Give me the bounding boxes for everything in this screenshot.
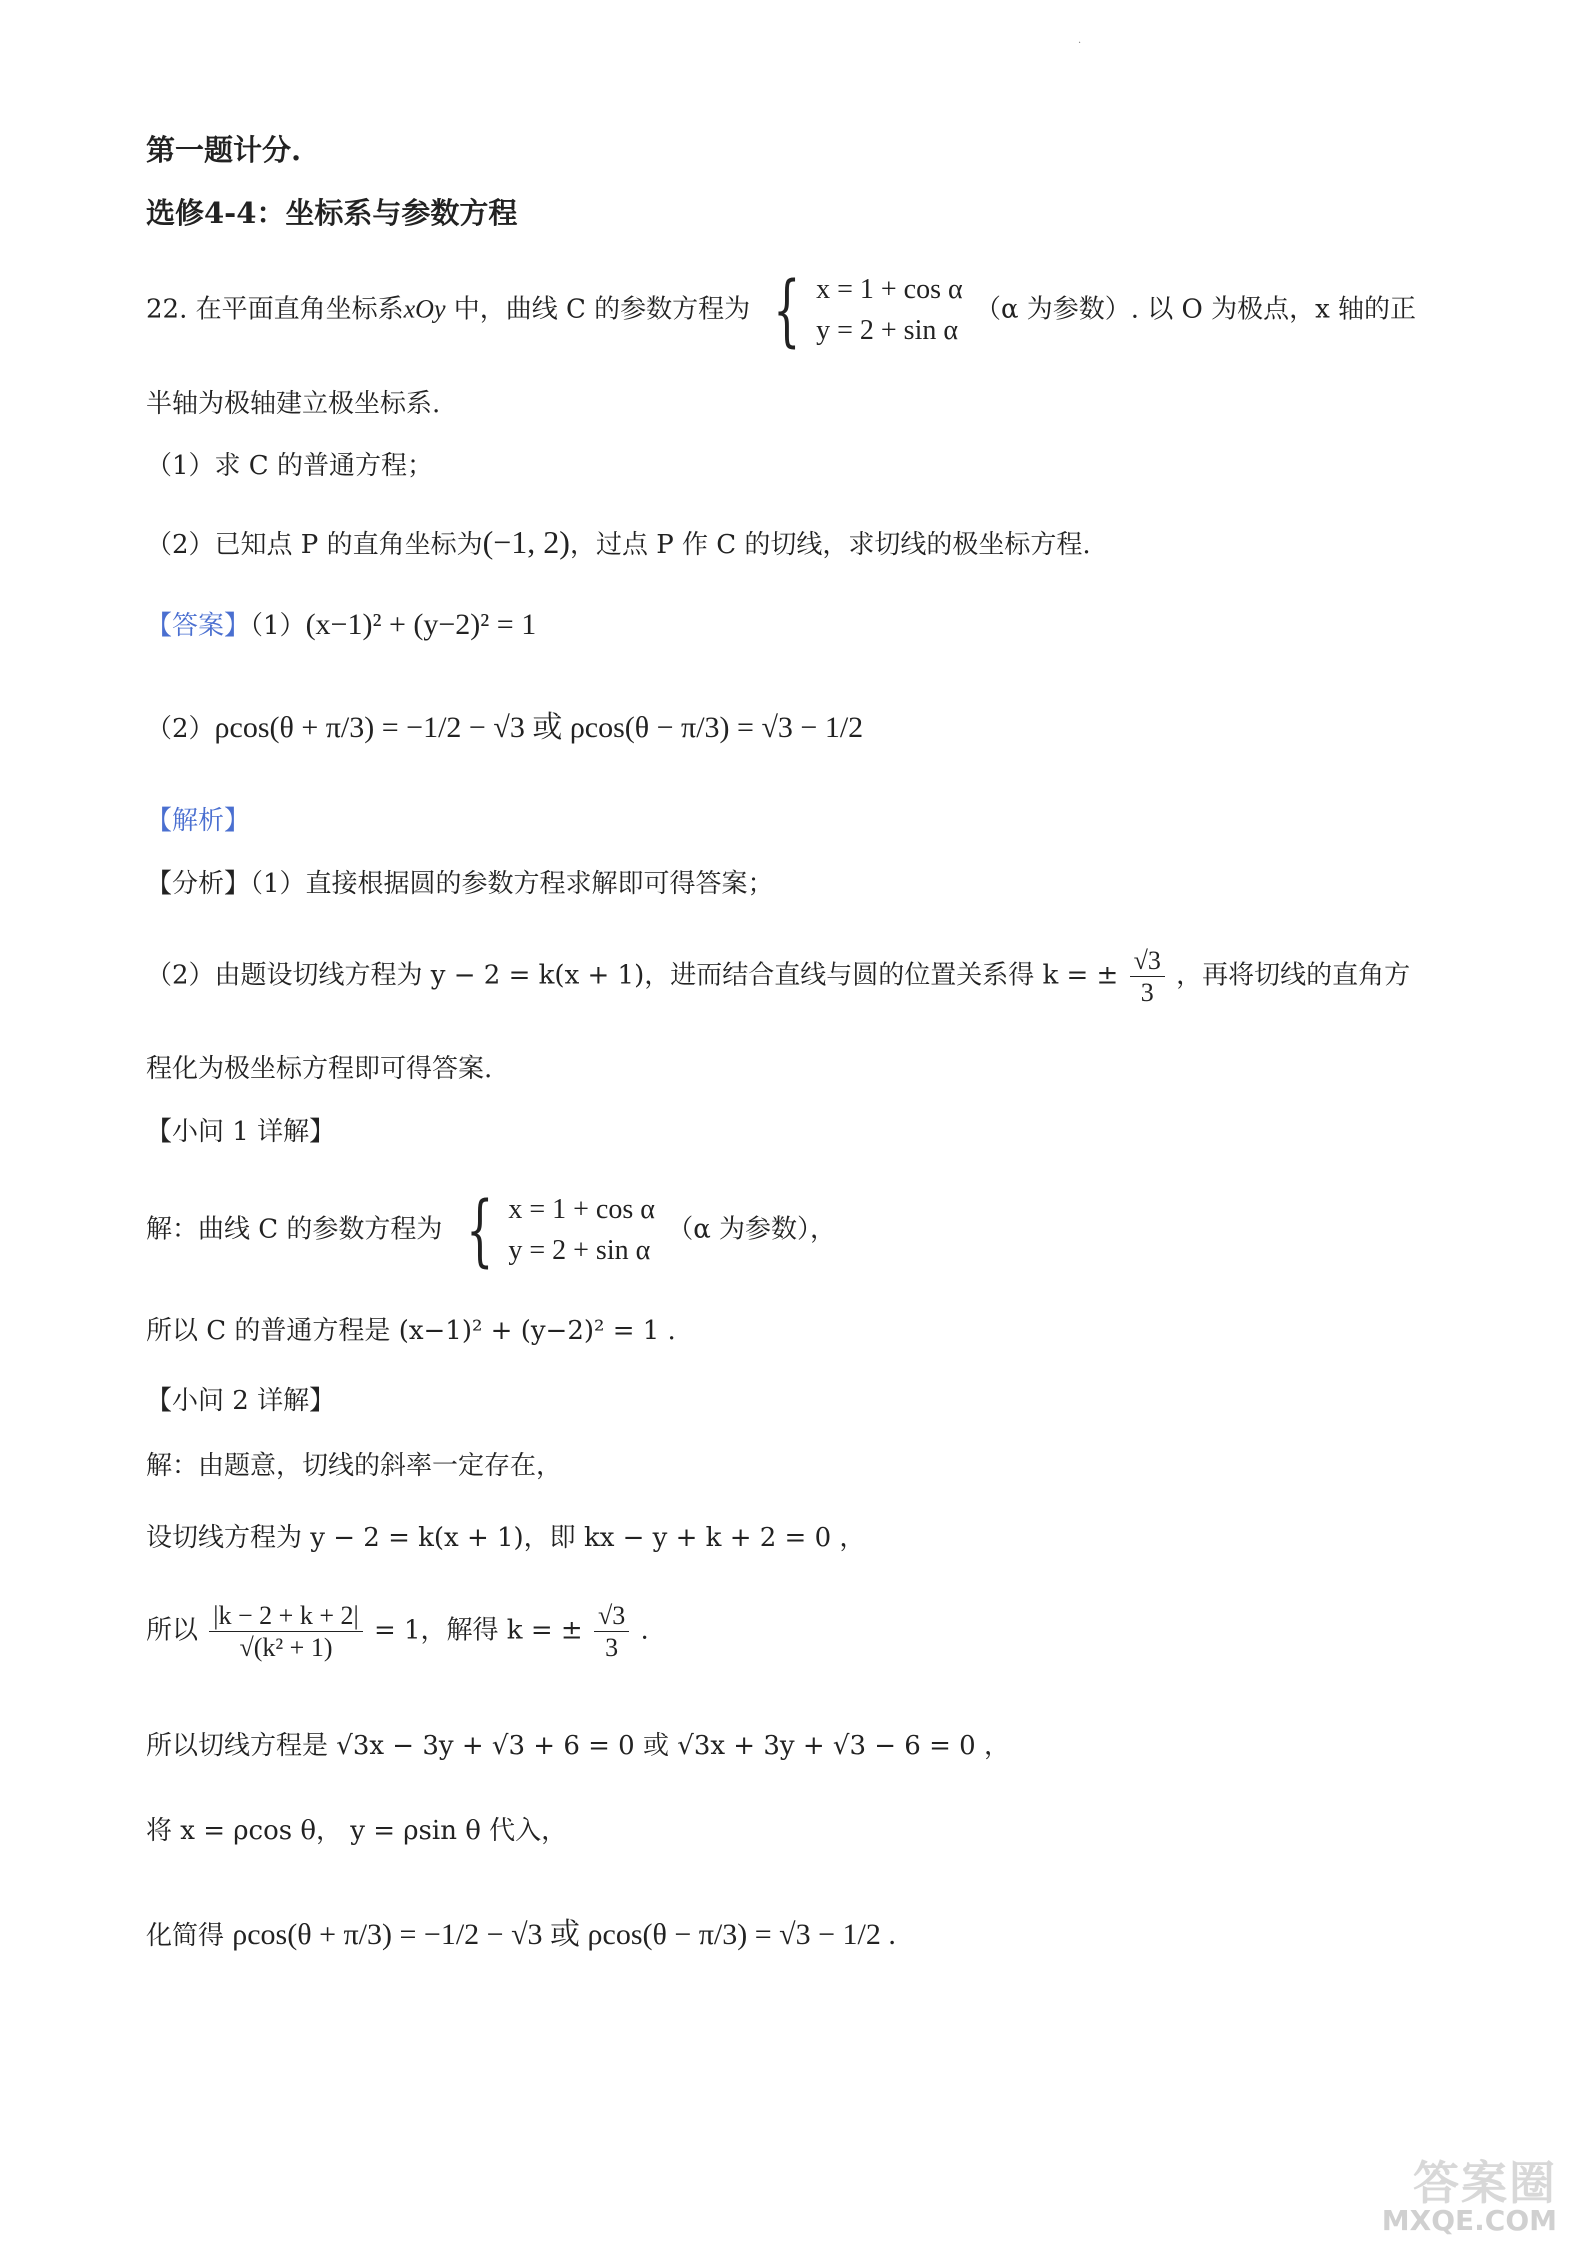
analysis-fx2-b: ，再将切线的直角方 (1176, 960, 1411, 991)
answer-1-label: （1） (250, 611, 306, 641)
brace-icon: { (773, 265, 801, 356)
analysis-2-line2: 程化为极坐标方程即可得答案. (146, 1054, 493, 1084)
watermark-logo: 答案圈 (1413, 2156, 1557, 2210)
q22-end: （α 为参数）. 以 O 为极点，x 轴的正 (974, 294, 1417, 325)
param-y: y = 2 + sin α (816, 314, 959, 346)
q22-line2: 半轴为极轴建立极坐标系. (146, 389, 441, 419)
detail-1-step-1 (146, 1185, 837, 1276)
part-1: （1）求 C 的普通方程； (146, 451, 433, 481)
param-x: x = 1 + cos α (816, 274, 963, 305)
detail-2-step-6 (146, 1915, 896, 1954)
fraction-sqrt3-over-3 (594, 1600, 629, 1663)
analysis-fx1: （1）直接根据圆的参数方程求解即可得答案； (250, 869, 774, 899)
detail2-s6-a: 化简得 (146, 1921, 233, 1951)
answer-2-label: （2） (146, 714, 215, 744)
q22-start: 22. 在平面直角坐标系 (146, 294, 404, 325)
frac-den: √(k² + 1) (239, 1633, 333, 1663)
frac-den: 3 (1140, 978, 1154, 1008)
detail2-s3-b: = 1，解得 k = ± (373, 1615, 583, 1646)
part2-text-a: （2）已知点 P 的直角坐标为 (146, 530, 483, 560)
detail-2-step-5: 将 x = ρcos θ， y = ρsin θ 代入， (146, 1816, 568, 1846)
frac-num: √3 (1130, 945, 1165, 977)
analysis-fx-tag: 【分析】 (146, 869, 251, 899)
frac-num: √3 (594, 1600, 629, 1632)
answer-1-formula: (x−1)² + (y−2)² = 1 (305, 608, 537, 641)
part2-text-b: ，过点 P 作 C 的切线，求切线的极坐标方程. (569, 530, 1091, 560)
fraction-sqrt3-over-3 (1130, 945, 1165, 1008)
detail-2-step-2: 设切线方程为 y − 2 = k(x + 1)，即 kx − y + k + 2 = 0 ， (146, 1523, 866, 1553)
parametric-system-2 (455, 1185, 655, 1276)
section-title: 选修4-4：坐标系与参数方程 (146, 196, 518, 230)
watermark (1327, 2147, 1567, 2237)
detail2-s3-a: 所以 (146, 1615, 199, 1646)
fraction-abs-over-sqrt (209, 1600, 362, 1663)
answer-1 (146, 605, 536, 644)
q22-mid: 中，曲线 C 的参数方程为 (445, 294, 751, 325)
detail-2-step-3 (146, 1600, 649, 1663)
analysis-tag: 【解析】 (146, 806, 251, 836)
part-2 (146, 522, 1091, 564)
detail-2-step-1: 解：由题意，切线的斜率一定存在， (146, 1451, 563, 1481)
scan-dot: · (1078, 38, 1082, 49)
frac-den: 3 (605, 1633, 619, 1663)
detail1-s1-b: （α 为参数）， (667, 1214, 837, 1245)
answer-tag: 【答案】 (146, 611, 251, 641)
frac-num: |k − 2 + k + 2| (209, 1600, 362, 1632)
analysis-1 (146, 868, 774, 902)
parametric-system (762, 265, 963, 356)
param-x-2: x = 1 + cos α (508, 1194, 655, 1225)
detail-1-step-2: 所以 C 的普通方程是 (x−1)² + (y−2)² = 1 . (146, 1316, 676, 1346)
analysis-2 (146, 945, 1410, 1008)
param-y-2: y = 2 + sin α (508, 1234, 651, 1266)
q22-xoy: xOy (403, 294, 446, 324)
question-22 (146, 265, 1417, 356)
answer-2-formula: ρcos(θ + π/3) = −1/2 − √3 或 ρcos(θ − π/3) = √3 − 1/2 (214, 711, 864, 744)
watermark-url: MXQE.COM (1381, 2204, 1557, 2237)
detail1-s1-a: 解：曲线 C 的参数方程为 (146, 1214, 443, 1245)
detail2-s3-c: . (640, 1615, 649, 1646)
answer-2 (146, 708, 863, 747)
detail-2-step-4: 所以切线方程是 √3x − 3y + √3 + 6 = 0 或 √3x + 3y + √3 − 6 = 0 ， (146, 1731, 1010, 1761)
point-p: (−1, 2) (482, 524, 570, 560)
analysis-fx2-a: （2）由题设切线方程为 y − 2 = k(x + 1)，进而结合直线与圆的位置关系得 k = ± (146, 960, 1119, 991)
brace-icon: { (465, 1185, 494, 1276)
detail-2-tag: 【小问 2 详解】 (146, 1386, 336, 1416)
detail2-s6-formula: ρcos(θ + π/3) = −1/2 − √3 或 ρcos(θ − π/3) = √3 − 1/2 . (232, 1918, 896, 1951)
detail-1-tag: 【小问 1 详解】 (146, 1117, 336, 1147)
scoring-note: 第一题计分. (146, 133, 302, 167)
